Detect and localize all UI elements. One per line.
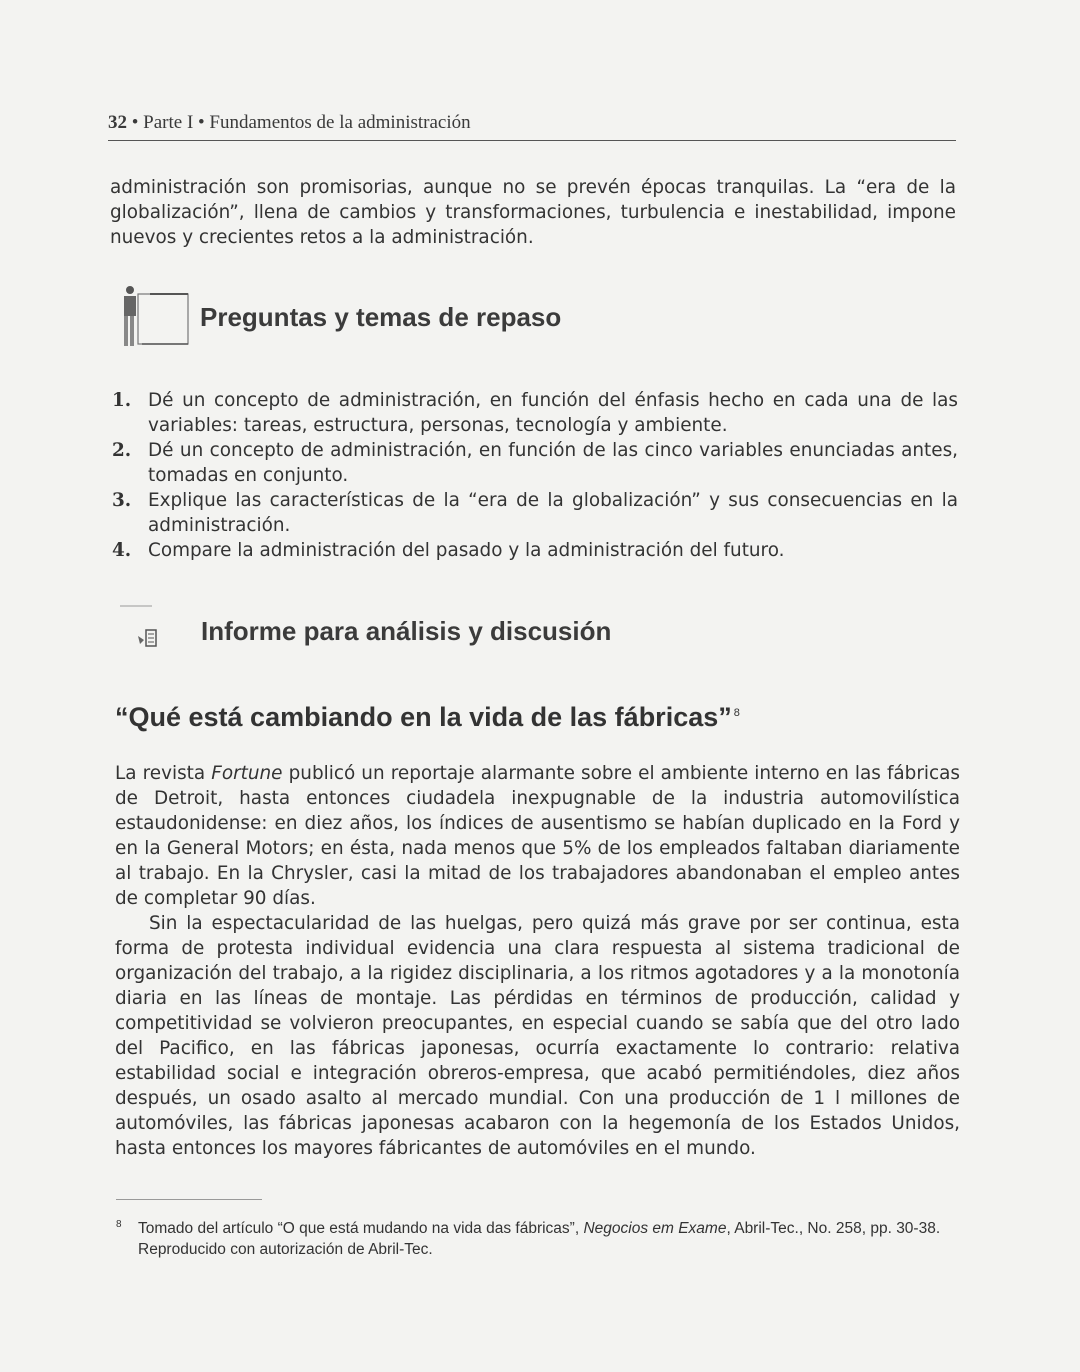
paragraph: Sin la espectacularidad de las huelgas, pero quizá más grave por ser continua, esta forma de protesta individual evidencia una clara respuesta al sistema tradicional de organización del trabajo, a la rigidez disciplinaria, a los ritmos agotadores y a la monotonía diaria en las líneas de montaje. Las pérdidas en términos de producción, calidad y competitividad se volvieron preocupantes, en especial cuando se sabía que del otro lado del Pacifico, en las fábricas japonesas, ocurría exactamente lo contrario: relativa estabilidad social e integración obreros-empresa, que acabó permitiéndoles, diez años después, un osado asalto al mercado mundial. Con una producción de 1 l millones de automóviles, las fábricas japonesas acabaron con la hegemonía de los Estados Unidos, hasta entonces los mayores fábricantes de automóviles en el mundo. xyxy=(115,913,960,1159)
person-at-board-icon xyxy=(112,276,192,356)
section-title-report: Informe para análisis y discusión xyxy=(201,616,612,646)
list-item xyxy=(108,438,958,488)
question-number: 3. xyxy=(112,490,132,511)
footnote-reference: 8 xyxy=(733,707,740,719)
magazine-name: Fortune xyxy=(211,763,283,784)
footnote-text: , Abril-Tec., No. 258, pp. 30-38. Reproducido con autorización de Abril-Tec. xyxy=(138,1220,941,1258)
question-number: 1. xyxy=(112,390,132,411)
list-item xyxy=(108,488,958,538)
page-number: 32 xyxy=(108,112,127,133)
paragraph-text: La revista xyxy=(115,763,212,784)
footnote-divider xyxy=(116,1199,262,1200)
list-item xyxy=(108,538,958,563)
case-title xyxy=(115,702,740,733)
footnote xyxy=(116,1218,962,1260)
footnote-text: Tomado del artículo “O que está mudando na vida das fábricas”, xyxy=(138,1220,584,1237)
question-text: Dé un concepto de administración, en función de las cinco variables enunciadas antes, tomadas en conjunto. xyxy=(148,440,958,486)
footnote-source: Negocios em Exame xyxy=(583,1220,727,1237)
paragraph-text: publicó un reportaje alarmante sobre el ambiente interno en las fábricas de Detroit, hasta entonces ciudadela inexpugnable de la industria automovilística estaudonidense: en diez años, los índices de ausentismo se habían duplicado en la Ford y en la General Motors; en ésta, nada menos que 5% de los empleados faltaban diariamente al trabajo. En la Chrysler, casi la mitad de los trabajadores abandonaban el empleo antes de completar 90 días. xyxy=(115,763,960,909)
review-questions-list xyxy=(108,388,958,563)
question-text: Dé un concepto de administración, en función del énfasis hecho en cada una de las variables: tareas, estructura, personas, tecnología y ambiente. xyxy=(148,390,958,436)
intro-paragraph: administración son promisorias, aunque no se prevén épocas tranquilas. La “era de la globalización”, llena de cambios y transformaciones, turbulencia e inestabilidad, impone nuevos y crecientes retos a la administración. xyxy=(110,177,956,248)
question-number: 2. xyxy=(112,440,132,461)
case-title-text: “Qué está cambiando en la vida de las fábricas” xyxy=(115,702,732,732)
paragraph xyxy=(115,761,960,911)
question-text: Compare la administración del pasado y la administración del futuro. xyxy=(148,540,785,561)
section-title-review: Preguntas y temas de repaso xyxy=(200,302,562,332)
question-text: Explique las características de la “era de la globalización” y sus consecuencias en la administración. xyxy=(148,490,958,536)
footnote-mark: 8 xyxy=(116,1219,122,1230)
case-body xyxy=(115,761,960,1161)
question-number: 4. xyxy=(112,540,132,561)
header-text: • Parte I • Fundamentos de la administración xyxy=(131,112,471,133)
document-hand-icon xyxy=(118,598,168,654)
running-header xyxy=(108,112,956,141)
list-item xyxy=(108,388,958,438)
